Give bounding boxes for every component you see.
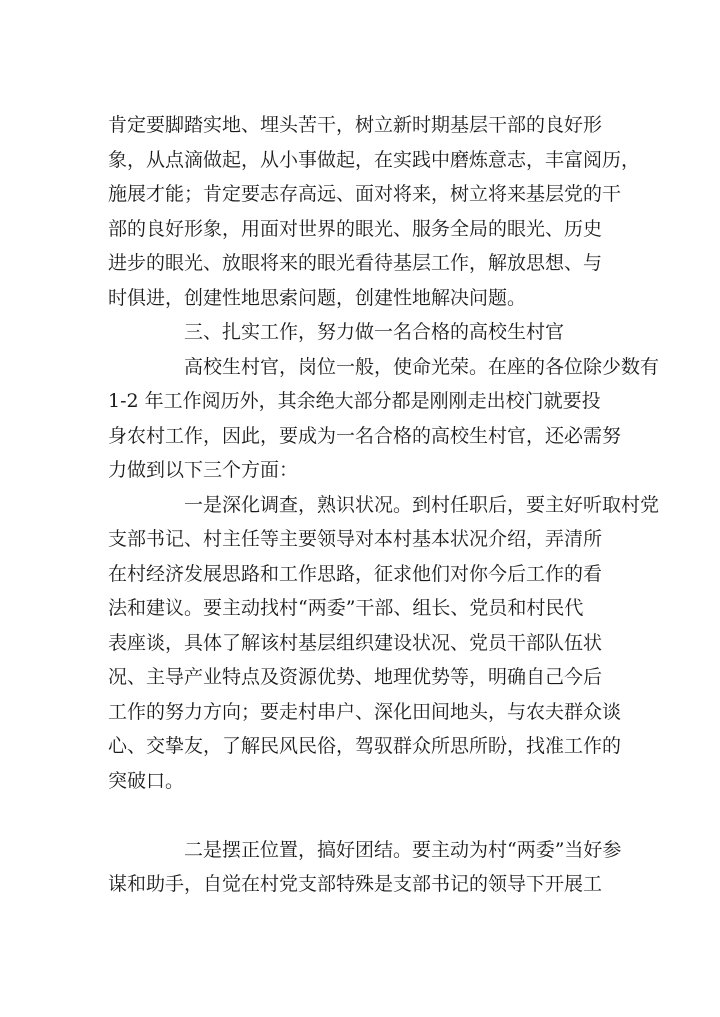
- text-line: 突破口。: [108, 769, 185, 792]
- text-line: 时俱进，创建性地思索问题，创建性地解决问题。: [108, 286, 527, 309]
- text-line: 力做到以下三个方面：: [108, 459, 299, 481]
- text-line: 况、主导产业特点及资源优势、地理优势等，明确自己今后: [108, 666, 603, 688]
- text-line: 肯定要脚踏实地、埋头苦干，树立新时期基层干部的良好形: [108, 114, 603, 136]
- text-line: 部的良好形象，用面对世界的眼光、服务全局的眼光、历史: [108, 217, 603, 240]
- text-line: 象，从点滴做起，从小事做起，在实践中磨炼意志，丰富阅历，: [108, 148, 641, 171]
- text-line: 心、交挚友，了解民风民俗，驾驭群众所思所盼，找准工作的: [108, 735, 622, 757]
- text-line: 高校生村官，岗位一般，使命光荣。在座的各位除少数有: [184, 355, 660, 378]
- text-line: 进步的眼光、放眼将来的眼光看待基层工作，解放思想、与: [108, 252, 603, 274]
- text-line: 表座谈，具体了解该村基层组织建设状况、党员干部队伍状: [108, 631, 603, 654]
- text-line: 工作的努力方向；要走村串户、深化田间地头，与农夫群众谈: [108, 700, 622, 723]
- text-line: 施展才能；肯定要志存高远、面对将来，树立将来基层党的干: [108, 183, 622, 205]
- text-line: 二是摆正位置，搞好团结。要主动为村“两委”当好参: [184, 838, 622, 861]
- text-line: 支部书记、村主任等主要领导对本村基本状况介绍，弄清所: [108, 528, 603, 550]
- text-line: 一是深化调查，熟识状况。到村任职后，要主好听取村党: [184, 493, 660, 516]
- text-line: 身农村工作，因此，要成为一名合格的高校生村官，还必需努: [108, 424, 622, 447]
- blank-line: [108, 800, 612, 835]
- text-line: 1-2 年工作阅历外，其余绝大部分都是刚刚走出校门就要投: [108, 390, 601, 412]
- text-line: 法和建议。要主动找村“两委”干部、组长、党员和村民代: [108, 597, 584, 619]
- text-line: 在村经济发展思路和工作思路，征求他们对你今后工作的看: [108, 562, 603, 585]
- section-heading: 三、扎实工作，努力做一名合格的高校生村官: [184, 321, 565, 343]
- text-line: 谋和助手，自觉在村党支部特殊是支部书记的领导下开展工: [108, 873, 603, 895]
- document-body: [108, 110, 660, 904]
